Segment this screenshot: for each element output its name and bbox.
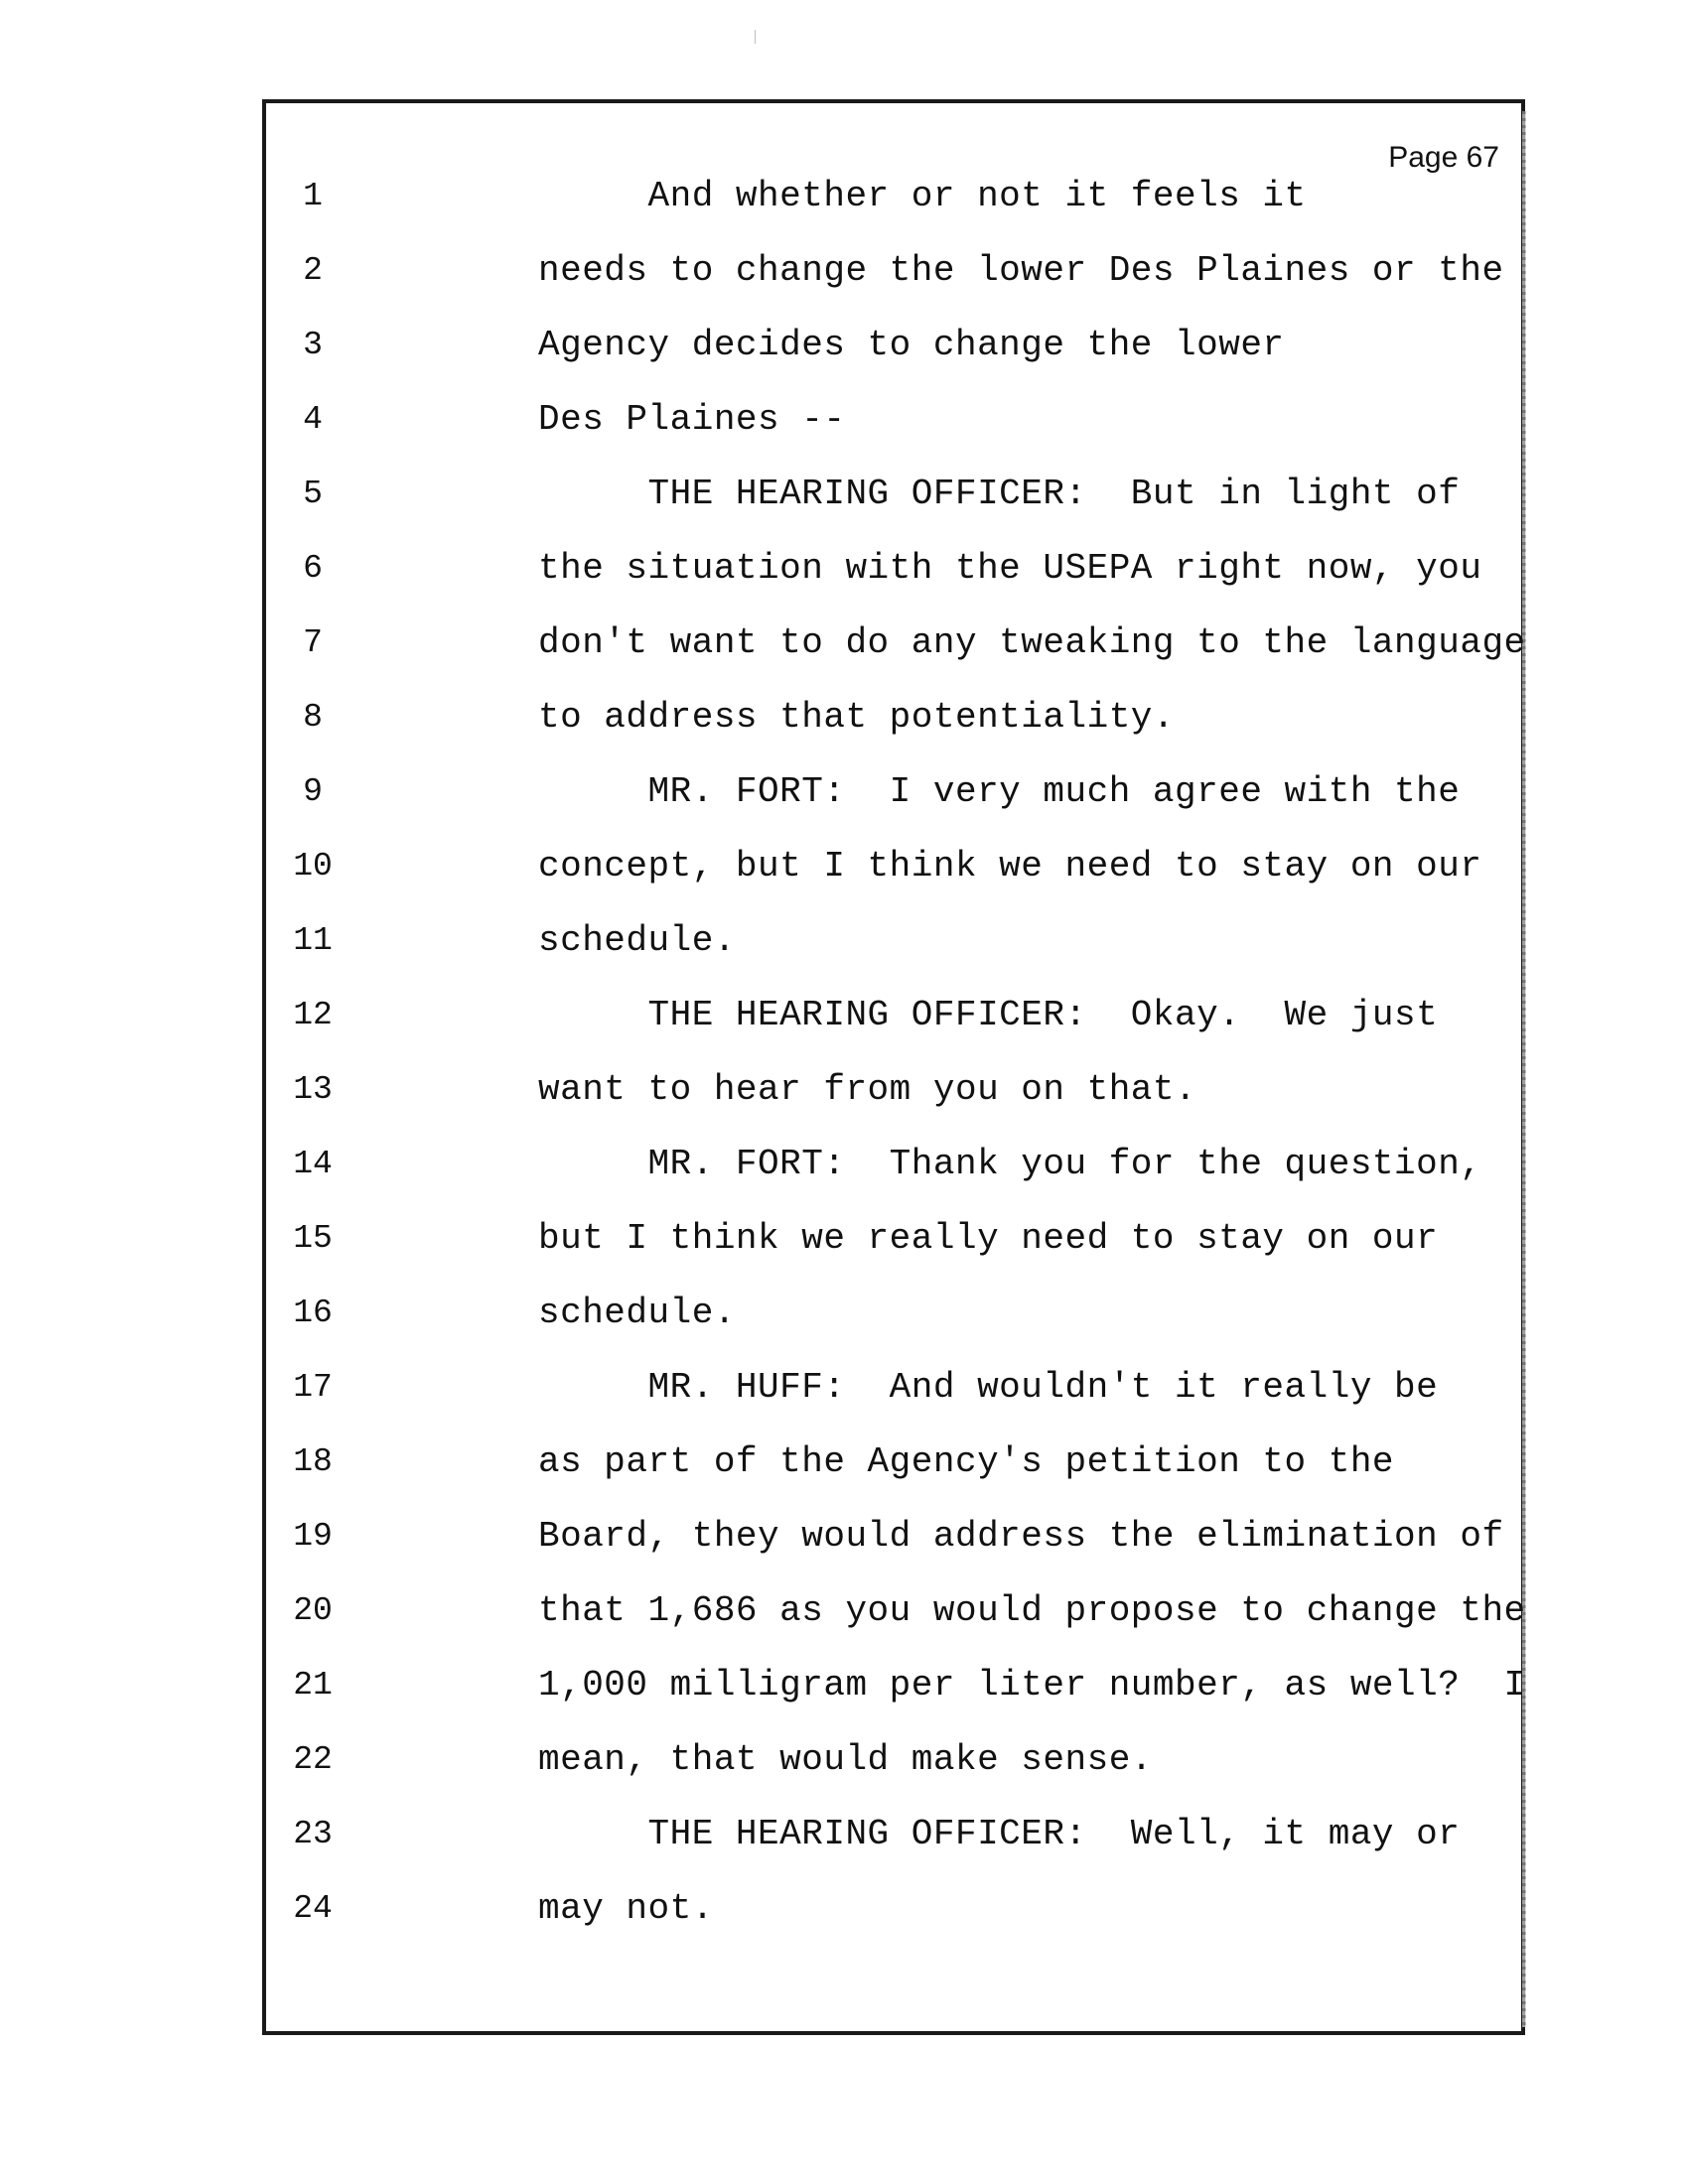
transcript-line xyxy=(288,167,1509,226)
transcript-line xyxy=(288,911,1509,971)
transcript-line xyxy=(288,539,1509,599)
line-text: as part of the Agency's petition to the xyxy=(538,1441,1395,1482)
line-text: MR. FORT: Thank you for the question, xyxy=(538,1144,1482,1184)
line-text: THE HEARING OFFICER: Well, it may or xyxy=(538,1814,1461,1854)
line-text: Agency decides to change the lower xyxy=(538,325,1285,365)
line-number: 6 xyxy=(303,550,323,587)
line-text: MR. FORT: I very much agree with the xyxy=(538,771,1461,812)
transcript-line xyxy=(288,316,1509,375)
transcript-line xyxy=(288,1805,1509,1864)
line-number: 2 xyxy=(303,252,323,289)
transcript-line xyxy=(288,986,1509,1045)
line-number: 9 xyxy=(303,773,323,810)
line-text: that 1,686 as you would propose to change the xyxy=(538,1590,1526,1631)
line-number: 19 xyxy=(293,1518,333,1555)
line-text: THE HEARING OFFICER: Okay. We just xyxy=(538,995,1439,1035)
line-number: 13 xyxy=(293,1071,333,1108)
line-number: 8 xyxy=(303,699,323,736)
scan-artifact-mark xyxy=(755,30,756,44)
line-text: but I think we really need to stay on our xyxy=(538,1218,1439,1259)
transcript-line xyxy=(288,1060,1509,1120)
line-number: 21 xyxy=(293,1667,333,1704)
transcript-line xyxy=(288,1209,1509,1269)
line-number: 11 xyxy=(293,922,333,959)
line-text: needs to change the lower Des Plaines or the xyxy=(538,250,1504,291)
scanned-edge-shadow xyxy=(1522,111,1526,2027)
line-number: 1 xyxy=(303,178,323,214)
line-number: 14 xyxy=(293,1146,333,1182)
line-text: the situation with the USEPA right now, you xyxy=(538,548,1482,589)
line-number: 12 xyxy=(293,997,333,1033)
line-number: 7 xyxy=(303,624,323,661)
transcript-line xyxy=(288,241,1509,301)
transcript-line xyxy=(288,762,1509,822)
transcript-line xyxy=(288,465,1509,524)
transcript-line xyxy=(288,1730,1509,1790)
line-text: schedule. xyxy=(538,1293,736,1333)
line-text: concept, but I think we need to stay on our xyxy=(538,846,1482,887)
line-number: 3 xyxy=(303,327,323,363)
transcript-line xyxy=(288,1507,1509,1567)
line-number: 4 xyxy=(303,401,323,438)
line-number: 24 xyxy=(293,1890,333,1927)
transcript-line xyxy=(288,688,1509,748)
line-number: 17 xyxy=(293,1369,333,1406)
transcript-line xyxy=(288,1433,1509,1492)
line-number: 16 xyxy=(293,1295,333,1331)
line-number: 22 xyxy=(293,1741,333,1778)
line-text: schedule. xyxy=(538,920,736,961)
transcript-line xyxy=(288,1284,1509,1343)
transcript-line xyxy=(288,1135,1509,1194)
line-text: Des Plaines -- xyxy=(538,399,846,440)
line-text: Board, they would address the elimination of xyxy=(538,1516,1504,1557)
line-number: 23 xyxy=(293,1816,333,1852)
line-number: 10 xyxy=(293,848,333,885)
line-number: 5 xyxy=(303,476,323,512)
transcript-line xyxy=(288,1358,1509,1418)
line-text: 1,000 milligram per liter number, as well? I xyxy=(538,1665,1526,1706)
transcript-line xyxy=(288,614,1526,673)
line-number: 15 xyxy=(293,1220,333,1257)
line-text: to address that potentiality. xyxy=(538,697,1176,738)
transcript-line xyxy=(288,390,1509,450)
transcript-line xyxy=(288,837,1509,896)
line-text: MR. HUFF: And wouldn't it really be xyxy=(538,1367,1439,1408)
line-number: 18 xyxy=(293,1443,333,1480)
line-text: mean, that would make sense. xyxy=(538,1739,1153,1780)
page-number: Page 67 xyxy=(1388,141,1499,174)
line-text: THE HEARING OFFICER: But in light of xyxy=(538,474,1461,514)
transcript-line xyxy=(288,1581,1526,1641)
line-text: may not. xyxy=(538,1888,714,1929)
line-number: 20 xyxy=(293,1592,333,1629)
line-text: And whether or not it feels it xyxy=(538,176,1307,216)
transcript-line xyxy=(288,1879,1509,1939)
line-text: don't want to do any tweaking to the language xyxy=(538,622,1526,663)
line-text: want to hear from you on that. xyxy=(538,1069,1197,1110)
transcript-line xyxy=(288,1656,1526,1715)
